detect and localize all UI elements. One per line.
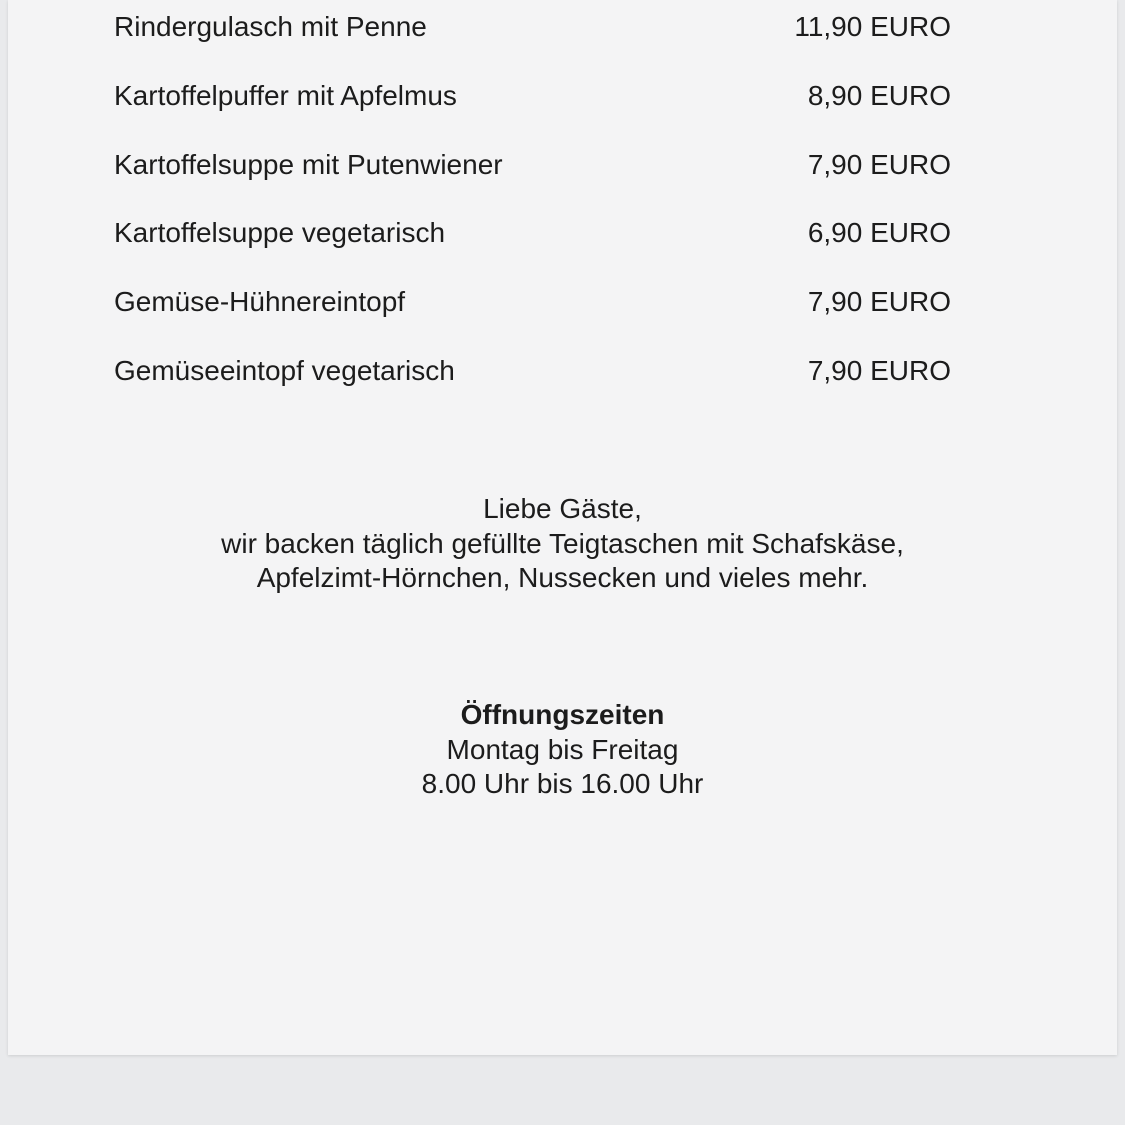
dish-name: Kartoffelpuffer mit Apfelmus — [114, 80, 457, 111]
menu-item — [114, 215, 951, 251]
menu-item — [114, 353, 951, 389]
dish-price: 7,90 EURO — [807, 286, 951, 317]
menu-item — [114, 284, 951, 320]
menu-item — [114, 78, 951, 114]
opening-times: 8.00 Uhr bis 16.00 Uhr — [421, 768, 704, 799]
dish-name: Rindergulasch mit Penne — [114, 11, 427, 42]
notice-text-line: wir backen täglich gefüllte Teigtaschen mit Schafskäse, — [221, 527, 904, 559]
menu-item — [114, 9, 951, 45]
dish-price: 6,90 EURO — [807, 217, 951, 248]
guest-notice — [8, 492, 1117, 596]
opening-hours — [8, 698, 1117, 802]
opening-days: Montag bis Freitag — [446, 733, 679, 765]
dish-price: 8,90 EURO — [807, 80, 951, 111]
dish-name: Kartoffelsuppe mit Putenwiener — [114, 149, 503, 180]
opening-hours-title: Öffnungszeiten — [460, 699, 665, 730]
notice-text-line: Apfelzimt-Hörnchen, Nussecken und vieles mehr. — [256, 562, 869, 593]
dish-price: 7,90 EURO — [807, 149, 951, 180]
dish-name: Kartoffelsuppe vegetarisch — [114, 217, 446, 248]
dish-price: 7,90 EURO — [807, 355, 951, 386]
dish-price: 11,90 EURO — [794, 11, 951, 42]
dish-name: Gemüse-Hühnereintopf — [114, 286, 406, 317]
menu-page — [8, 0, 1117, 1055]
notice-greeting: Liebe Gäste, — [483, 493, 642, 524]
dish-name: Gemüseeintopf vegetarisch — [114, 355, 455, 386]
menu-item — [114, 147, 951, 183]
